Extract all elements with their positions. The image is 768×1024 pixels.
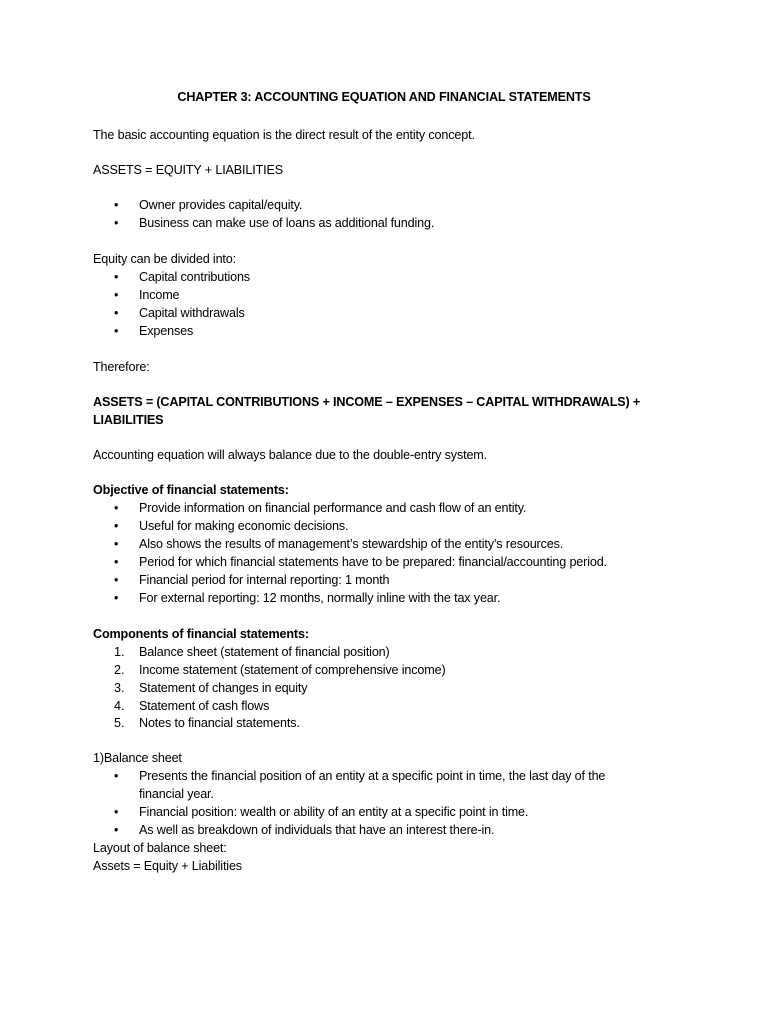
list-item-continuation: financial year. <box>139 787 214 801</box>
list-item: Income statement (statement of comprehensive income) <box>139 663 446 677</box>
bullet-icon: • <box>114 501 119 515</box>
balance-note: Accounting equation will always balance due to the double-entry system. <box>93 448 487 462</box>
list-number: 5. <box>114 716 125 730</box>
layout-heading: Layout of balance sheet: <box>93 841 227 855</box>
bullet-icon: • <box>114 769 119 783</box>
list-item: Capital contributions <box>139 270 250 284</box>
list-item: Period for which financial statements have to be prepared: financial/accounting period. <box>139 555 607 569</box>
objective-heading: Objective of financial statements: <box>93 483 289 497</box>
bullet-icon: • <box>114 573 119 587</box>
list-item: Capital withdrawals <box>139 306 245 320</box>
bullet-icon: • <box>114 823 119 837</box>
list-number: 3. <box>114 681 125 695</box>
list-item: Owner provides capital/equity. <box>139 198 303 212</box>
balance-sheet-heading: 1)Balance sheet <box>93 751 182 765</box>
list-item: Income <box>139 288 180 302</box>
list-item: Financial position: wealth or ability of an entity at a specific point in time. <box>139 805 529 819</box>
list-item: Useful for making economic decisions. <box>139 519 349 533</box>
page-title: CHAPTER 3: ACCOUNTING EQUATION AND FINANCIAL STATEMENTS <box>177 90 591 104</box>
list-number: 1. <box>114 645 125 659</box>
bullet-icon: • <box>114 805 119 819</box>
equity-heading: Equity can be divided into: <box>93 252 236 266</box>
bullet-icon: • <box>114 324 119 338</box>
bullet-icon: • <box>114 537 119 551</box>
bullet-icon: • <box>114 270 119 284</box>
equation-expanded-line1: ASSETS = (CAPITAL CONTRIBUTIONS + INCOME – EXPENSES – CAPITAL WITHDRAWALS) + <box>93 395 641 409</box>
list-item: Also shows the results of management’s stewardship of the entity’s resources. <box>139 537 564 551</box>
list-item: Expenses <box>139 324 194 338</box>
bullet-icon: • <box>114 591 119 605</box>
list-item: Balance sheet (statement of financial position) <box>139 645 390 659</box>
intro-paragraph: The basic accounting equation is the direct result of the entity concept. <box>93 128 475 142</box>
list-item: For external reporting: 12 months, normally inline with the tax year. <box>139 591 501 605</box>
list-item: Presents the financial position of an entity at a specific point in time, the last day of the <box>139 769 606 783</box>
bullet-icon: • <box>114 198 119 212</box>
list-item: Business can make use of loans as additional funding. <box>139 216 435 230</box>
equation-basic: ASSETS = EQUITY + LIABILITIES <box>93 163 283 177</box>
equation-expanded-line2: LIABILITIES <box>93 413 164 427</box>
bullet-icon: • <box>114 555 119 569</box>
bullet-icon: • <box>114 519 119 533</box>
list-item: Provide information on financial performance and cash flow of an entity. <box>139 501 527 515</box>
bullet-icon: • <box>114 216 119 230</box>
bullet-icon: • <box>114 288 119 302</box>
list-item: Notes to financial statements. <box>139 716 300 730</box>
list-number: 2. <box>114 663 125 677</box>
list-number: 4. <box>114 699 125 713</box>
layout-equation: Assets = Equity + Liabilities <box>93 859 242 873</box>
list-item: Statement of cash flows <box>139 699 270 713</box>
components-heading: Components of financial statements: <box>93 627 309 641</box>
therefore-label: Therefore: <box>93 360 150 374</box>
list-item: Financial period for internal reporting: 1 month <box>139 573 390 587</box>
list-item: Statement of changes in equity <box>139 681 308 695</box>
bullet-icon: • <box>114 306 119 320</box>
list-item: As well as breakdown of individuals that have an interest there-in. <box>139 823 495 837</box>
